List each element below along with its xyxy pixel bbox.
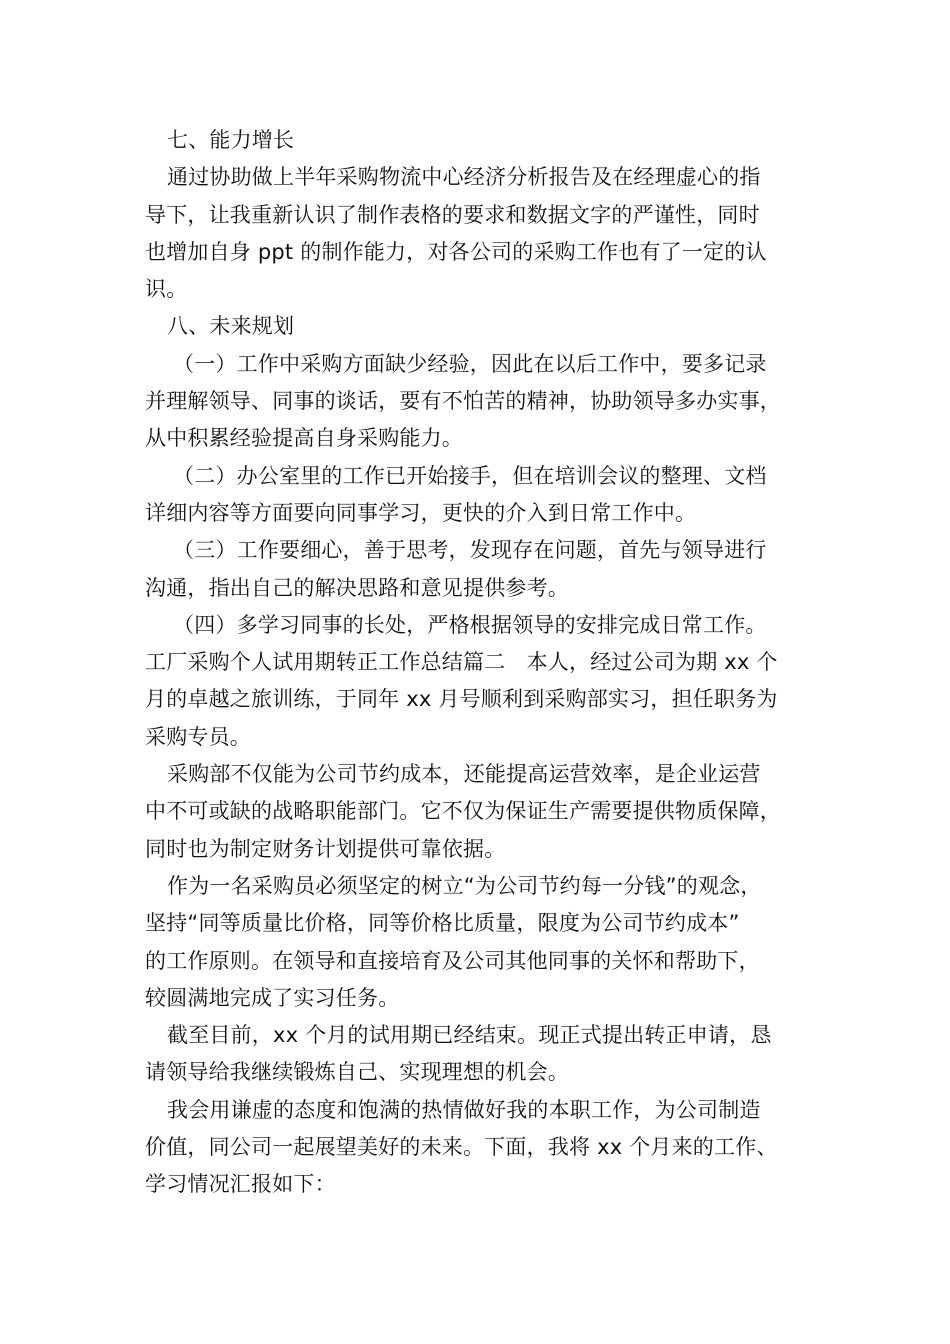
text-line: 中不可或缺的战略职能部门。它不仅为保证生产需要提供物质保障， bbox=[145, 799, 781, 824]
text-line: （一）工作中采购方面缺少经验，因此在以后工作中，要多记录 bbox=[173, 351, 767, 376]
text-line: 采购专员。 bbox=[145, 724, 251, 749]
text-line: 作为一名采购员必须坚定的树立“为公司节约每一分钱”的观念， bbox=[167, 873, 762, 898]
text-line: 识。 bbox=[145, 277, 188, 302]
text-line: （四）多学习同事的长处，严格根据领导的安排完成日常工作。 bbox=[173, 612, 767, 637]
text-line: 也增加自身 ppt 的制作能力，对各公司的采购工作也有了一定的认 bbox=[145, 239, 767, 264]
text-line: 沟通，指出自己的解决思路和意见提供参考。 bbox=[145, 575, 569, 600]
text-line: 七、能力增长 bbox=[167, 128, 295, 152]
text-line: 工厂采购个人试用期转正工作总结篇二 本人，经过公司为期 xx 个 bbox=[145, 650, 778, 675]
text-line: 截至目前，xx 个月的试用期已经结束。现正式提出转正申请，恳 bbox=[167, 1023, 772, 1048]
document-body bbox=[145, 122, 825, 1204]
text-line: 我会用谦虚的态度和饱满的热情做好我的本职工作，为公司制造 bbox=[167, 1097, 761, 1122]
text-line: 请领导给我继续锻炼自己、实现理想的机会。 bbox=[145, 1060, 569, 1085]
text-line: 导下，让我重新认识了制作表格的要求和数据文字的严谨性，同时 bbox=[145, 202, 760, 227]
text-line: 价值，同公司一起展望美好的未来。下面，我将 xx 个月来的工作、 bbox=[145, 1135, 778, 1160]
text-line: 月的卓越之旅训练，于同年 xx 月号顺利到采购部实习，担任职务为 bbox=[145, 687, 778, 712]
text-line: 较圆满地完成了实习任务。 bbox=[145, 985, 400, 1010]
text-line: 学习情况汇报如下： bbox=[145, 1172, 336, 1197]
text-line: （三）工作要细心，善于思考，发现存在问题，首先与领导进行 bbox=[173, 538, 767, 563]
text-line: （二）办公室里的工作已开始接手，但在培训会议的整理、文档 bbox=[173, 463, 767, 488]
text-line: 的工作原则。在领导和直接培育及公司其他同事的关怀和帮助下， bbox=[145, 948, 760, 973]
text-line: 采购部不仅能为公司节约成本，还能提高运营效率，是企业运营 bbox=[167, 762, 761, 787]
text-line: 同时也为制定财务计划提供可靠依据。 bbox=[145, 836, 506, 861]
text-line: 八、未来规划 bbox=[167, 314, 295, 339]
text-line: 从中积累经验提高自身采购能力。 bbox=[145, 426, 463, 451]
text-line: 通过协助做上半年采购物流中心经济分析报告及在经理虚心的指 bbox=[167, 165, 761, 190]
text-line: 并理解领导、同事的谈话，要有不怕苦的精神，协助领导多办实事， bbox=[145, 389, 781, 414]
text-line: 坚持“同等质量比价格，同等价格比质量，限度为公司节约成本” bbox=[145, 911, 740, 936]
text-line: 详细内容等方面要向同事学习，更快的介入到日常工作中。 bbox=[145, 500, 697, 525]
